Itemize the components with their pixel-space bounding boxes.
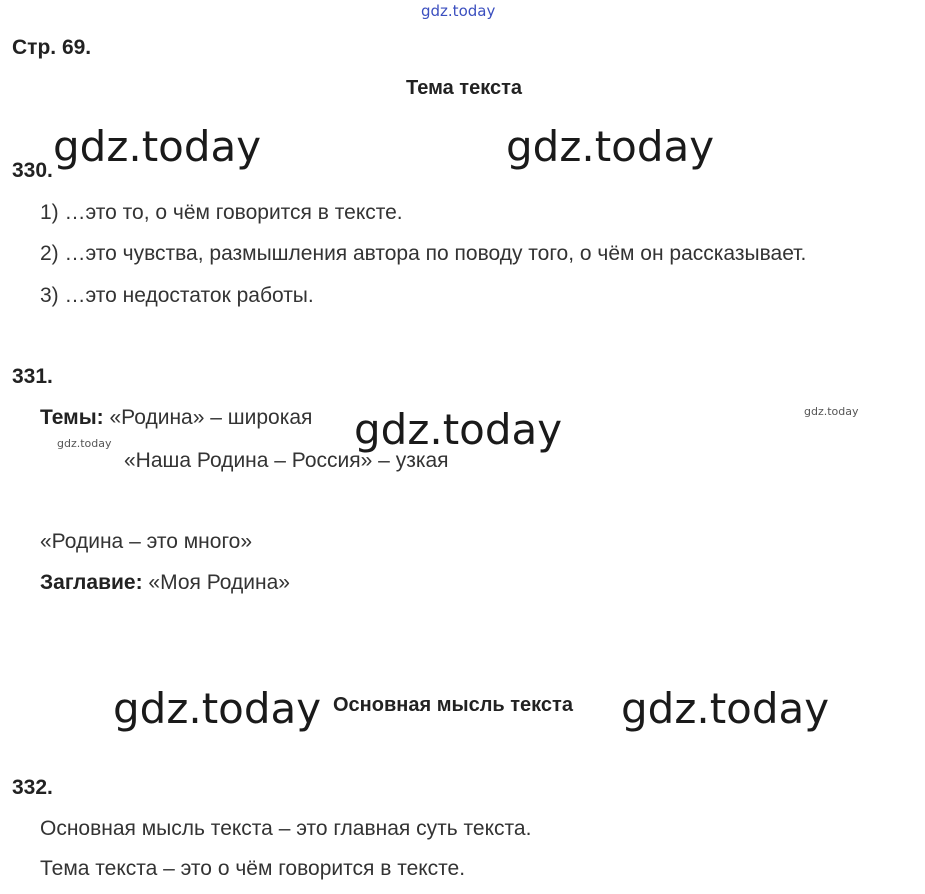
page-label: Стр. 69. [12,36,92,59]
task-330-line-1: 1) …это то, о чём говорится в тексте. [40,201,403,224]
task-330-line-3: 3) …это недостаток работы. [40,284,314,307]
watermark-big: gdz.today [354,405,563,454]
section-title-topic: Тема текста [406,77,522,99]
title-label: Заглавие: [40,571,143,594]
watermark-big: gdz.today [53,122,262,171]
task-number-331: 331. [12,365,53,388]
theme-wide: «Родина» – широкая [109,406,313,429]
watermark-big: gdz.today [113,684,322,733]
task-number-330: 330. [12,159,53,182]
themes-line [40,406,312,430]
task-330-line-2: 2) …это чувства, размышления автора по поводу того, о чём он рассказывает. [40,242,807,265]
watermark-small: gdz.today [57,437,112,450]
themes-label: Темы: [40,406,104,429]
watermark-big: gdz.today [621,684,830,733]
title-line [40,571,290,595]
section-title-main-idea: Основная мысль текста [333,694,573,716]
title-value: «Моя Родина» [148,571,290,594]
text-quote: «Родина – это много» [40,530,253,553]
task-332-line-1: Основная мысль текста – это главная суть текста. [40,817,532,840]
watermark-big: gdz.today [506,122,715,171]
theme-narrow: «Наша Родина – Россия» – узкая [124,449,449,472]
task-number-332: 332. [12,776,53,799]
watermark-small: gdz.today [804,405,859,418]
watermark-top: gdz.today [421,2,496,20]
task-332-line-2: Тема текста – это о чём говорится в тексте. [40,857,466,880]
